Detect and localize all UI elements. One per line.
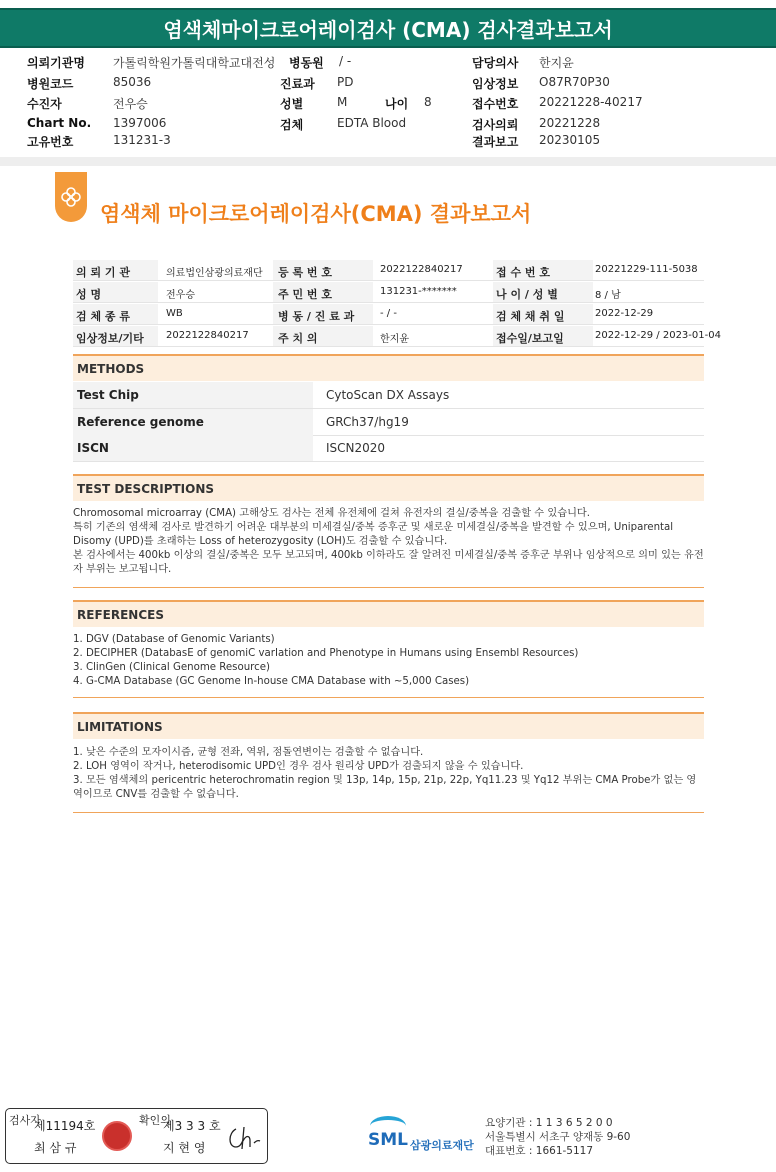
methods-label: Reference genome [73, 409, 313, 435]
info-row [73, 326, 721, 347]
institution-info [485, 1116, 630, 1158]
institution-label: 의뢰기관명 [27, 56, 85, 70]
references-section [73, 600, 704, 700]
cell-label: 나 이 / 성 별 [496, 288, 558, 301]
cell-label: 주 치 의 [278, 332, 318, 345]
cell-value: - / - [380, 308, 397, 319]
cell-label: 등 록 번 호 [278, 266, 332, 279]
methods-row [73, 435, 704, 462]
report-date-label: 결과보고 [472, 135, 519, 149]
cell-value: WB [166, 308, 183, 319]
request-label: 검사의뢰 [472, 118, 519, 132]
description-paragraph: Chromosomal microarray (CMA) 고해상도 검사는 전체 유전체에 걸쳐 유전자의 결실/중복을 검출할 수 있습니다. [73, 508, 590, 519]
footer [0, 1106, 776, 1172]
cell-label: 임상정보/기타 [76, 332, 144, 345]
signature-icon [224, 1123, 262, 1153]
sml-logo [368, 1116, 478, 1156]
methods-section [73, 354, 704, 464]
patient-row [27, 133, 767, 150]
methods-row [73, 409, 704, 436]
doctor-label: 담당의사 [472, 56, 519, 70]
info-row [73, 304, 704, 325]
cell-value: 전우승 [166, 290, 195, 301]
examinee-label: 수진자 [27, 97, 62, 111]
reference-item: 4. G-CMA Database (GC Genome In-house CMA Database with ~5,000 Cases) [73, 676, 470, 687]
cell-label: 검 체 종 류 [76, 310, 130, 323]
cell-value: 131231-******* [380, 286, 457, 297]
hospital-code-label: 병원코드 [27, 77, 74, 91]
limitation-item: 3. 모든 염색체의 pericentric heterochromatin region 및 13p, 14p, 15p, 21p, 22p, Yq11.23 및 Yq12 부위는 CMA Probe가 없는 영역이므로 CNV를 검출할 수 없습니다. [73, 775, 697, 800]
cell-value: 의료법인삼광의료재단 [166, 268, 263, 279]
report-date-value: 20230105 [539, 133, 601, 147]
section-header: LIMITATIONS [73, 712, 704, 739]
clinical-label: 임상정보 [472, 77, 519, 91]
seal-stamp-icon [102, 1121, 132, 1151]
sex-value: M [337, 95, 348, 109]
report-banner [0, 8, 776, 48]
cell-value: 8 / 남 [595, 290, 621, 301]
cell-label: 접 수 번 호 [496, 266, 550, 279]
chart-label: Chart No. [27, 116, 92, 130]
cell-value: 2022122840217 [166, 330, 249, 341]
section-body [73, 507, 704, 577]
examinee-value: 전우승 [113, 97, 148, 111]
phone: 대표번호 : 1661-5117 [485, 1145, 594, 1157]
unique-label: 고유번호 [27, 135, 74, 149]
confirmer-label: 확인의 [139, 1114, 171, 1127]
sex-label: 성별 [280, 97, 304, 111]
cell-label: 성 명 [76, 288, 102, 301]
section-header: REFERENCES [73, 600, 704, 627]
reference-item: 3. ClinGen (Clinical Genome Resource) [73, 662, 270, 673]
test-descriptions-section [73, 474, 704, 589]
institution-value: 가톨릭학원가톨릭대학교대전성 [113, 56, 276, 70]
cell-label: 의 뢰 기 관 [76, 266, 130, 279]
methods-label: Test Chip [73, 382, 313, 408]
methods-row [73, 382, 704, 409]
unique-value: 131231-3 [113, 133, 171, 147]
receipt-label: 접수번호 [472, 97, 519, 111]
logo-text: SML [368, 1130, 408, 1150]
cell-label: 접수일/보고일 [496, 332, 564, 345]
info-row [73, 282, 704, 303]
chart-value: 1397006 [113, 116, 167, 130]
section-body [73, 746, 704, 802]
examiner-label: 검사자 [9, 1114, 41, 1127]
section-body [73, 633, 704, 689]
methods-label: ISCN [73, 435, 313, 461]
cell-label: 병 동 / 진 료 과 [278, 310, 355, 323]
methods-value: ISCN2020 [326, 441, 386, 455]
care-code: 요양기관 : 1 1 3 6 5 2 0 0 [485, 1117, 613, 1129]
methods-value: CytoScan DX Assays [326, 388, 450, 402]
cell-value: 한지윤 [380, 334, 409, 345]
info-row [73, 260, 704, 281]
request-value: 20221228 [539, 116, 601, 130]
cell-label: 검 체 채 취 일 [496, 310, 565, 323]
cell-label: 주 민 번 호 [278, 288, 332, 301]
limitation-item: 2. LOH 영역이 작거나, heterodisomic UPD인 경우 검사 원리상 UPD가 검출되지 않을 수 있습니다. [73, 761, 524, 772]
ward-label: 병동원 [289, 56, 324, 70]
confirmer-name: 지 현 영 [163, 1141, 206, 1155]
report-heading [55, 172, 715, 224]
reference-item: 1. DGV (Database of Genomic Variants) [73, 634, 275, 645]
signature-box [5, 1108, 268, 1164]
section-header: METHODS [73, 354, 704, 381]
cell-value: 2022-12-29 / 2023-01-04 [595, 330, 721, 341]
dept-label: 진료과 [280, 77, 315, 91]
examiner-license: 제11194호 [34, 1119, 96, 1133]
description-paragraph: 본 검사에서는 400kb 이상의 결실/중복은 모두 보고되며, 400kb 이하라도 잘 알려진 미세결실/중복 증후군 부위나 임상적으로 의미 있는 유전자 부위는 보고됩니다. [73, 550, 704, 575]
dept-value: PD [337, 75, 354, 89]
cell-value: 20221229-111-5038 [595, 264, 698, 275]
logo-sub: 삼광의료재단 [410, 1139, 474, 1152]
hospital-code-value: 85036 [113, 75, 152, 89]
patient-row [27, 95, 767, 112]
patient-row [27, 75, 767, 92]
clinical-value: O87R70P30 [539, 75, 610, 89]
banner-title: 염색체마이크로어레이검사 (CMA) 검사결과보고서 [163, 17, 613, 42]
reference-item: 2. DECIPHER (DatabasE of genomiC varIation and Phenotype in Humans using Ensembl Resources) [73, 648, 579, 659]
report-title: 염색체 마이크로어레이검사(CMA) 결과보고서 [100, 202, 532, 226]
clover-icon [55, 172, 87, 222]
section-header: TEST DESCRIPTIONS [73, 474, 704, 501]
receipt-value: 20221228-40217 [539, 95, 643, 109]
age-label: 나이 [385, 97, 409, 111]
cell-value: 2022-12-29 [595, 308, 654, 319]
age-value: 8 [424, 95, 432, 109]
patient-row [27, 116, 767, 133]
limitation-item: 1. 낮은 수준의 모자이시즘, 균형 전좌, 역위, 점돌연변이는 검출할 수 없습니다. [73, 747, 424, 758]
confirmer-license: 제3 3 3 호 [163, 1119, 221, 1133]
doctor-value: 한지윤 [539, 56, 574, 70]
patient-row [27, 54, 767, 71]
address: 서울특별시 서초구 양재동 9-60 [485, 1131, 631, 1143]
specimen-label: 검체 [280, 118, 304, 132]
methods-value: GRCh37/hg19 [326, 415, 409, 429]
cell-value: 2022122840217 [380, 264, 463, 275]
separator-band [0, 157, 776, 166]
examiner-name: 최 삼 규 [34, 1141, 77, 1155]
limitations-section [73, 712, 704, 814]
ward-value: / - [339, 54, 352, 68]
specimen-value: EDTA Blood [337, 116, 407, 130]
description-paragraph: 특히 기존의 염색체 검사로 발견하기 어려운 대부분의 미세결실/중복 증후군 및 새로운 미세결실/중복을 발견할 수 있으며, Uniparental Disomy (UPD)를 초래하는 Loss of heterozygosity (LOH)도 검출할 수 있습니다. [73, 522, 674, 547]
